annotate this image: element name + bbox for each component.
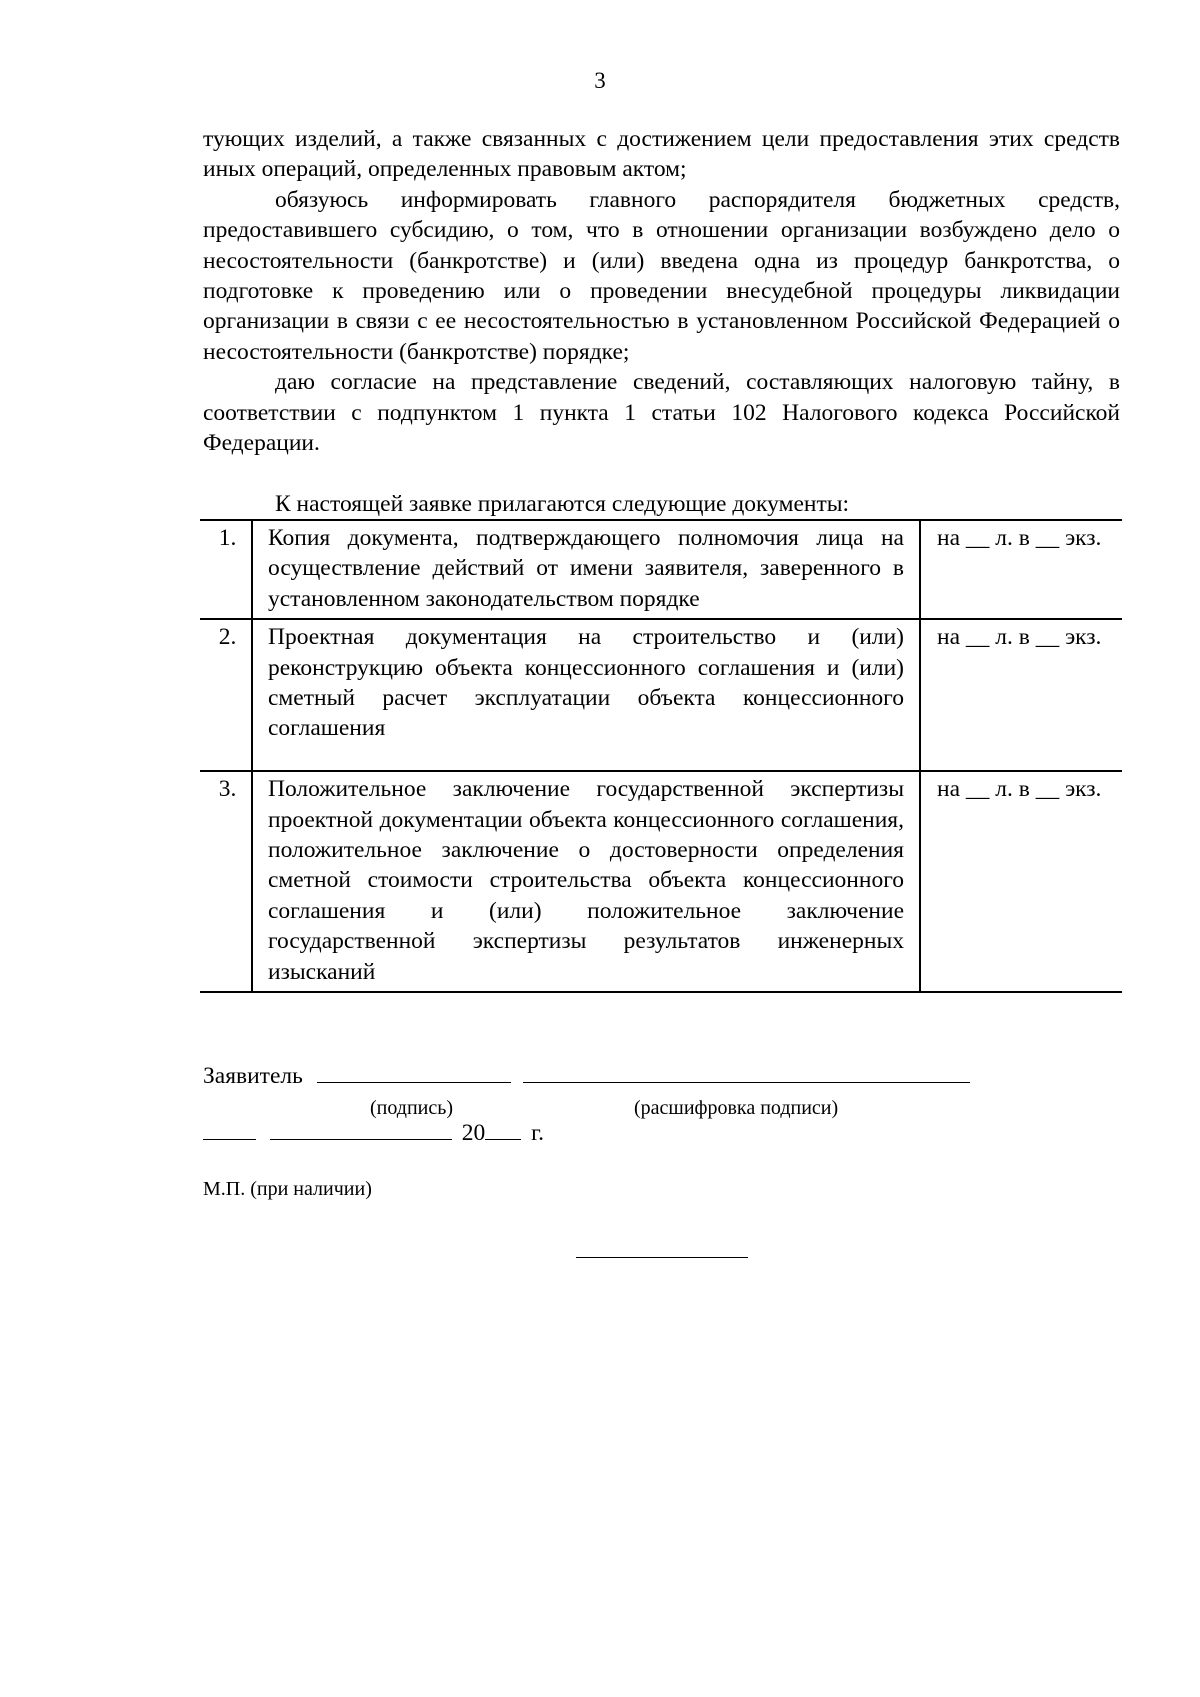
end-divider — [576, 1257, 748, 1258]
table-row — [200, 520, 1122, 619]
attachments-intro: К настоящей заявке прилагаются следующие документы: — [275, 491, 850, 517]
row-quantity: на __ л. в __ экз. — [937, 525, 1102, 551]
row-description: Проектная документация на строительство и (или) реконструкцию объекта концессионного соглашения и (или) сметный расчет эксплуатации объекта концессионного соглашения — [252, 619, 920, 771]
attachments-table — [200, 519, 1122, 993]
paragraph-tax-consent: даю согласие на представление сведений, составляющих налоговую тайну, в соответствии с подпунктом 1 пункта 1 статьи 102 Налогового кодекса Российской Федерации. — [203, 369, 1120, 457]
month-blank — [270, 1119, 452, 1140]
applicant-label: Заявитель — [203, 1063, 303, 1089]
paragraph-continuation: тующих изделий, а также связанных с достижением цели предоставления этих средств иных операций, определенных правовым актом; — [203, 126, 1120, 183]
table-row — [200, 619, 1122, 771]
signature-caption: (подпись) — [370, 1097, 454, 1119]
date-line — [203, 1118, 544, 1148]
row-number: 3. — [200, 771, 252, 992]
row-number: 1. — [200, 520, 252, 619]
row-quantity: на __ л. в __ экз. — [937, 776, 1102, 803]
decoding-caption: (расшифровка подписи) — [634, 1097, 839, 1119]
signature-blank — [317, 1062, 511, 1083]
row-number: 2. — [200, 619, 252, 771]
seal-note: М.П. (при наличии) — [203, 1178, 372, 1200]
year-blank — [485, 1119, 521, 1140]
applicant-signature-line — [203, 1062, 970, 1090]
row-description: Копия документа, подтверждающего полномочия лица на осуществление действий от имени заявителя, заверенного в установленном законодательством порядке — [252, 520, 920, 619]
body-text — [203, 124, 1120, 458]
year-suffix: г. — [531, 1120, 544, 1146]
signature-decoding-blank — [523, 1062, 970, 1083]
page-number: 3 — [594, 68, 606, 93]
paragraph-bankruptcy-obligation: обязуюсь информировать главного распорядителя бюджетных средств, предоставившего субсидию, о том, что в отношении организации возбуждено дело о несостоятельности (банкротстве) и (или) введена одна из процедур банкротства, о подготовке к проведению или о проведении внесудебной процедуры ликвидации организации в связи с ее несостоятельностью в установленном Российской Федерацией о несостоятельности (банкротстве) порядке; — [203, 186, 1120, 365]
row-quantity: на __ л. в __ экз. — [937, 624, 1102, 651]
table-row — [200, 771, 1122, 992]
row-description: Положительное заключение государственной экспертизы проектной документации объекта концессионного соглашения, положительное заключение о достоверности определения сметной стоимости строительства объекта концессионного соглашения и (или) положительное заключение государственной экспертизы результатов инженерных изысканий — [252, 771, 920, 992]
year-prefix: 20 — [461, 1120, 486, 1146]
day-blank — [203, 1119, 256, 1140]
